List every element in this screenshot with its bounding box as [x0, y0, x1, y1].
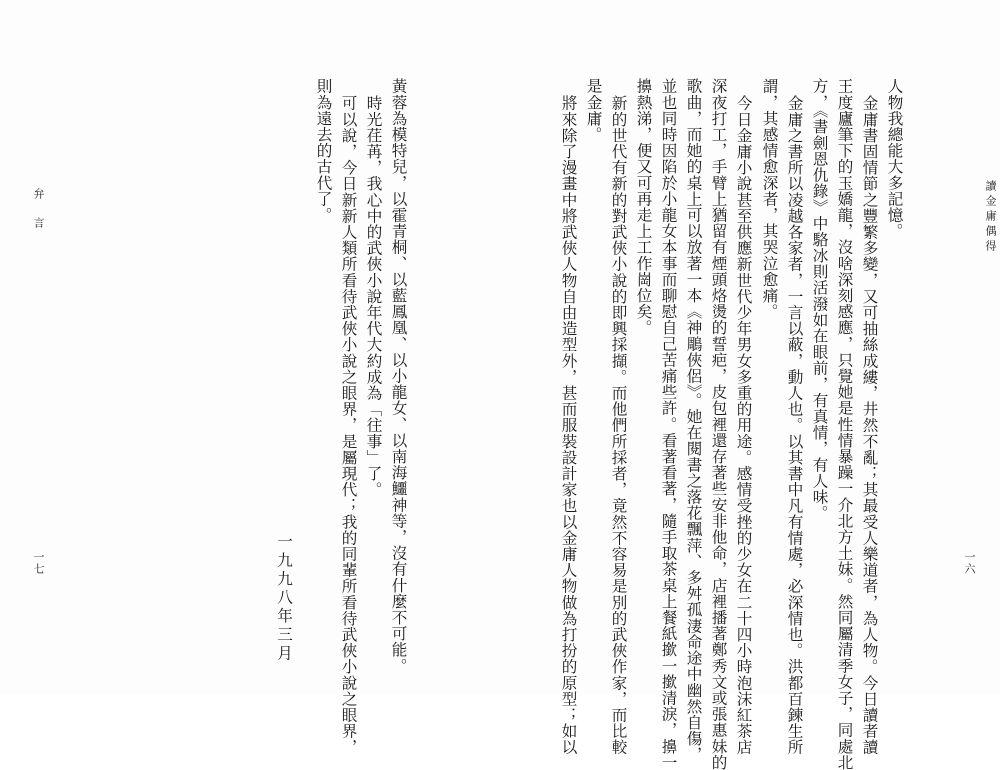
right-col-3: 王度廬筆下的玉嬌龍，沒啥深刻感應，只覺她是性情暴躁一介北方土妹。然同屬清季女子，同處北: [835, 78, 854, 770]
right-col-7: 今日金庸小說甚至供應新世代少年男女多重的用途。感情受挫的少女在二十四小時泡沫紅茶店: [734, 95, 753, 756]
page-number-right: 一六: [963, 551, 976, 575]
running-head-right: 讀金庸偶得: [984, 180, 997, 255]
right-col-5: 金庸之書所以凌越各家者，一言以蔽，動人也。以其書中凡有情處，必深情也。洪都百鍊生所: [785, 95, 804, 756]
right-col-1: 人物我總能大多記憶。: [885, 78, 904, 239]
left-col-1: 黃蓉為模特兒，以霍青桐、以藍鳳凰、以小龍女、以南海鱷神等，沒有什麼不可能。: [389, 78, 408, 674]
right-col-13: 是金庸。: [584, 78, 603, 143]
right-col-8: 深夜打工，手臂上猶留有煙頭烙燙的誓疤，皮包裡還存著些安非他命，店裡播著鄭秀文或張惠妹的: [709, 78, 728, 770]
page-number-left: 一七: [32, 551, 45, 575]
right-col-11: 擤熱涕，便又可再走上工作崗位矣。: [634, 78, 653, 336]
right-col-14: 將來除了漫畫中將武俠人物自由造型外，甚而服裝設計家也以金庸人物做為打扮的原型；如以: [559, 95, 578, 756]
right-col-9: 歌曲，而她的桌上可以放著一本《神鵰俠侶》。她在閱書之落花飄萍、多舛孤淒命途中幽然自傷，: [684, 78, 703, 763]
right-col-2: 金庸書固情節之豐繁多變，又可抽絲成縷，井然不亂；其最受人樂道者，為人物。今日讀者讀: [860, 95, 879, 756]
right-col-10: 並也同時因陷於小龍女本事而聊慰自己苦痛些許。看著看著，隨手取茶桌上餐紙撳一撳清淚，擤一: [659, 78, 678, 770]
right-col-4: 方，《書劍恩仇錄》中駱冰則活潑如在眼前，有真情，有人味。: [810, 78, 829, 521]
left-col-2: 時光荏苒，我心中的武俠小說年代大約成為「往事」了。: [364, 95, 383, 498]
running-head-left: 弁言: [32, 188, 45, 246]
right-col-6: 謂，其感情愈深者，其哭泣愈痛。: [760, 78, 779, 320]
left-col-4: 則為遠去的古代了。: [314, 78, 333, 223]
left-col-3: 可以說，今日新新人類所看待武俠小說之眼界，是屬現代；我的同輩所看待武俠小說之眼界，: [339, 95, 358, 756]
right-col-12: 新的世代有新的對武俠小說的即興採擷。而他們所採者，竟然不容易是別的武俠作家，而比較: [609, 95, 628, 756]
date-signature: 一九九八年三月: [275, 533, 293, 664]
